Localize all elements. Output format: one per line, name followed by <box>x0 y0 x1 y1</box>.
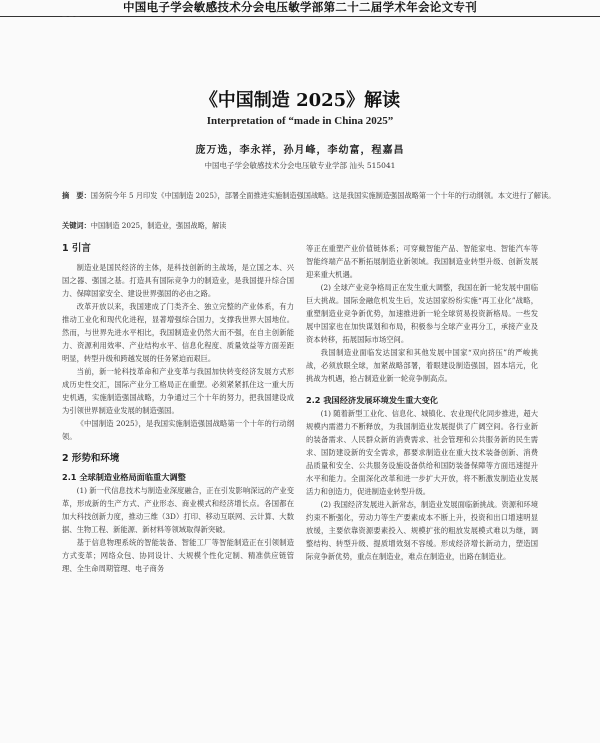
body-paragraph: 当前，新一轮科技革命和产业变革与我国加快转变经济发展方式形成历史性交汇，国际产业分工格局正在重塑。必须紧紧抓住这一重大历史机遇，实施制造强国战略，力争通过三个十年的努力，把我国建设成为引领世界制造业发展的制造强国。 <box>62 367 294 415</box>
body-paragraph: 等正在重塑产业价值链体系；可穿戴智能产品、智能家电、智能汽车等智能终端产品不断拓展制造业新领域。我国制造业转型升级、创新发展迎来重大机遇。 <box>306 244 538 279</box>
running-title: 中国电子学会敏感技术分会电压敏学部第二十二届学术年会论文专刊 <box>123 0 477 14</box>
section-heading: 1 引言 <box>62 243 91 254</box>
body-paragraph: 我国制造业面临发达国家和其他发展中国家“双向挤压”的严峻挑战，必须放眼全球，加紧战略部署，着眼建设制造强国，固本培元，化挑战为机遇，抢占制造业新一轮竞争制高点。 <box>306 348 538 383</box>
right-column <box>306 242 538 563</box>
body-paragraph: 改革开放以来，我国建成了门类齐全、独立完整的产业体系，有力推动工业化和现代化进程，显著增强综合国力，支撑我世界大国地位。然而，与世界先进水平相比，我国制造业仍然大而不强，在自主创新能力、资源利用效率、产业结构水平、信息化程度、质量效益等方面差距明显，转型升级和跨越发展的任务紧迫而艰巨。 <box>62 302 294 363</box>
page-mark: — — — <box>62 14 81 20</box>
affiliation: 中国电子学会敏感技术分会电压敏专业学部 汕头 515041 <box>204 161 396 170</box>
body-paragraph: (2) 全球产业竞争格局正在发生重大调整，我国在新一轮发展中面临巨大挑战。国际金融危机发生后，发达国家纷纷实施“再工业化”战略，重塑制造业竞争新优势，加速推进新一轮全球贸易投资新格局。一些发展中国家也在加快谋划和布局，积极参与全球产业再分工，承接产业及资本转移，拓展国际市场空间。 <box>306 283 538 344</box>
left-column <box>62 242 294 575</box>
running-head <box>0 0 600 17</box>
section-heading: 2 形势和环境 <box>62 453 120 464</box>
abstract-text: 国务院今年 5 月印发《中国制造 2025》，部署全面推进实施制造强国战略。这是我国实施制造强国战略第一个十年的行动纲领。本文进行了解读。 <box>90 191 556 200</box>
section-gap <box>62 443 294 452</box>
abstract-label: 摘 要： <box>62 191 91 200</box>
author-list: 庞万选，李永祥，孙月峰，李幼富，程嘉昌 <box>195 145 405 156</box>
body-paragraph: 制造业是国民经济的主体，是科技创新的主战场，是立国之本、兴国之器、强国之基。打造具有国际竞争力的制造业，是我国提升综合国力、保障国家安全、建设世界强国的必由之路。 <box>62 263 294 298</box>
keywords-label: 关键词： <box>62 221 91 230</box>
section-gap <box>306 385 538 394</box>
subsection-heading: 2.1 全球制造业格局面临重大调整 <box>62 472 186 482</box>
paper-subtitle: Interpretation of “made in China 2025” <box>206 115 394 127</box>
body-paragraph: 基于信息物理系统的智能装备、智能工厂等智能制造正在引领制造方式变革；网络众包、协同设计、大规模个性化定制、精准供应链管理、全生命周期管理、电子商务 <box>62 538 294 573</box>
keywords <box>62 220 558 231</box>
body-paragraph: (1) 随着新型工业化、信息化、城镇化、农业现代化同步推进，超大规模内需潜力不断释放，为我国制造业发展提供了广阔空间。各行业新的装备需求、人民群众新的消费需求、社会管理和公共服务新的民生需求、国防建设新的安全需求，都要求制造业在重大技术装备创新、消费品质量和安全、公共服务设施设备供给和国防装备保障等方面迅速提升水平和能力。全面深化改革和进一步扩大开放，将不断激发制造业发展活力和创造力，促进制造业转型升级。 <box>306 409 538 496</box>
keywords-text: 中国制造 2025，制造业，强国战略，解读 <box>90 221 227 230</box>
body-paragraph: 《中国制造 2025》，是我国实施制造强国战略第一个十年的行动纲领。 <box>62 419 294 441</box>
paper-title: 《中国制造 2025》解读 <box>199 90 401 111</box>
body-paragraph: (2) 我国经济发展进入新常态，制造业发展面临新挑战。资源和环境约束不断强化，劳动力等生产要素成本不断上升，投资和出口增速明显放缓，主要依靠资源要素投入、规模扩张的粗放发展模式难以为继，调整结构、转型升级、提质增效刻不容缓。形成经济增长新动力，塑造国际竞争新优势，重点在制造业，难点在制造业，出路在制造业。 <box>306 500 538 561</box>
subsection-heading: 2.2 我国经济发展环境发生重大变化 <box>306 395 438 405</box>
body-paragraph: (1) 新一代信息技术与制造业深度融合，正在引发影响深远的产业变革，形成新的生产方式、产业形态、商业模式和经济增长点。各国都在加大科技创新力度，推动三维（3D）打印、移动互联网、云计算、大数据、生物工程、新能源、新材料等领域取得新突破。 <box>62 486 294 534</box>
abstract <box>62 190 558 201</box>
